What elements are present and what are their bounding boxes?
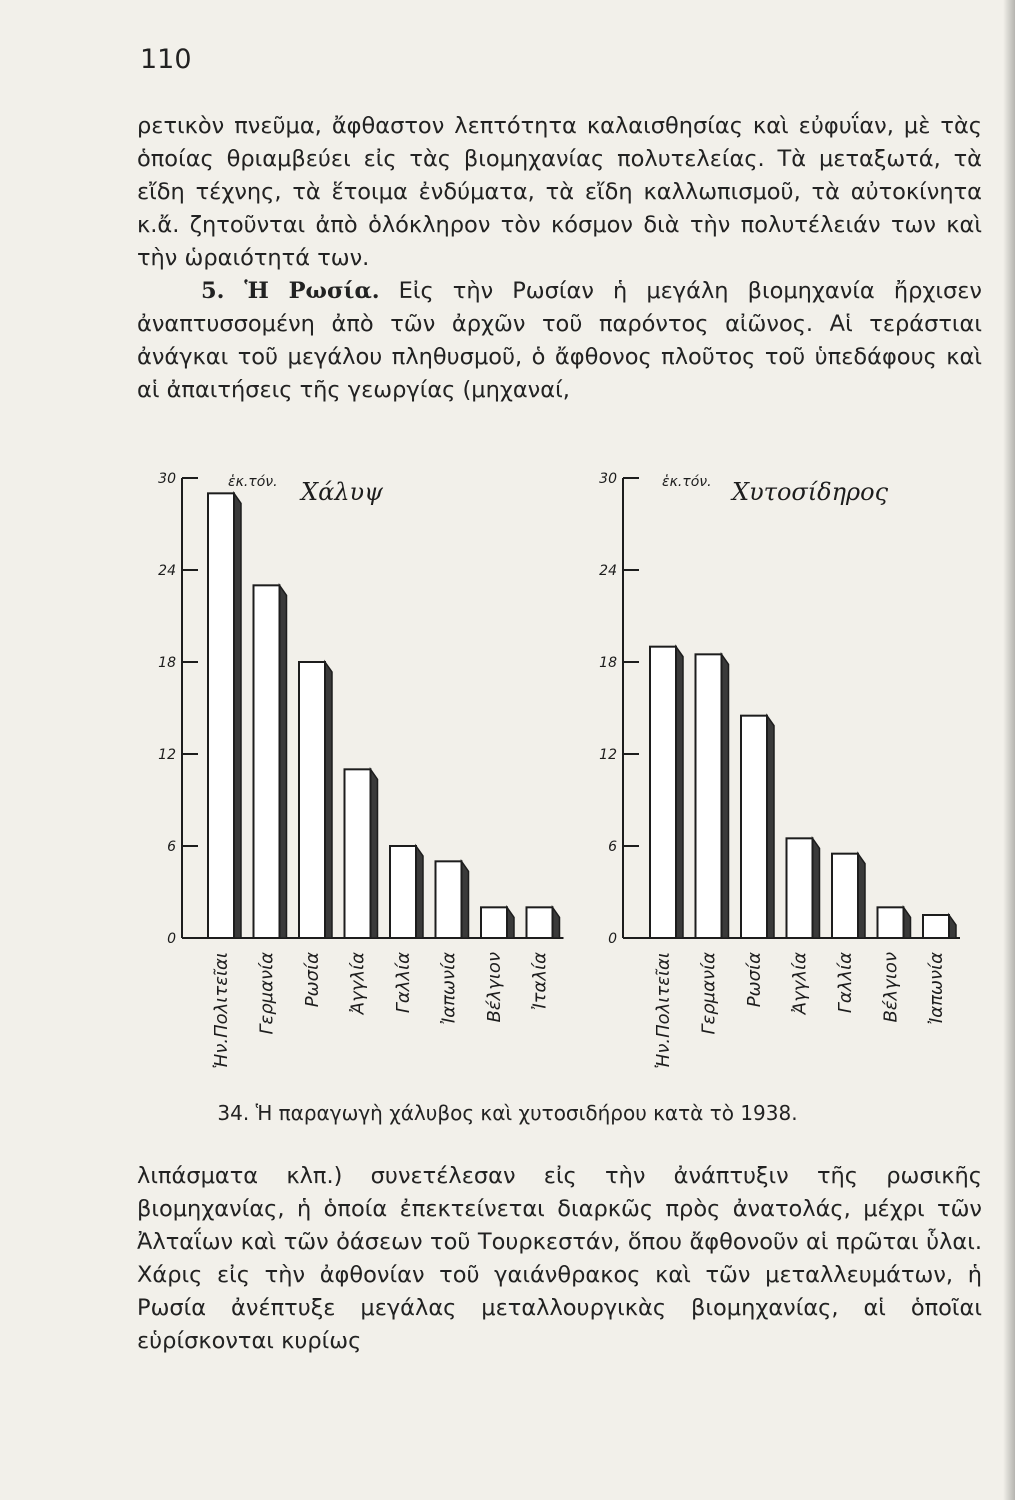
- y-tick-label: 12: [158, 747, 176, 763]
- bar: [208, 493, 234, 938]
- bar-side: [325, 662, 332, 938]
- bar-side: [767, 716, 774, 938]
- bar: [345, 769, 371, 938]
- top-text-block: [137, 110, 982, 407]
- category-label: Ἀγγλία: [347, 952, 369, 1015]
- unit-label: ἑκ.τόν.: [662, 474, 712, 490]
- y-tick-label: 18: [158, 655, 176, 671]
- bar-side: [949, 915, 956, 938]
- bar-side: [416, 846, 423, 938]
- category-label: Γαλλία: [835, 952, 856, 1014]
- bar: [923, 915, 949, 938]
- bar: [787, 838, 813, 938]
- bar-side: [858, 854, 865, 938]
- top-paragraph: ρετικὸν πνεῦμα, ἄφθαστον λεπτότητα καλαισθησίας καὶ εὐφυΐαν, μὲ τὰς ὁποίας θριαμβεύει εἰς τὰς βιομηχανίας πολυτελείας. Τὰ μεταξωτά, τὰ εἴδη τέχνης, τὰ ἕτοιμα ἐνδύματα, τὰ εἴδη καλλωπισμοῦ, τὰ αὐτοκίνητα κ.ἄ. ζητοῦνται ἀπὸ ὁλόκληρον τὸν κόσμον διὰ τὴν πολυτέλειάν των καὶ τὴν ὡραιότητά των.: [137, 113, 982, 271]
- bar: [696, 654, 722, 938]
- production-chart: [140, 460, 970, 1100]
- bar-side: [553, 907, 560, 938]
- category-label: Ἀγγλία: [789, 952, 811, 1015]
- category-label: Βέλγιον: [880, 952, 902, 1023]
- y-tick-label: 0: [608, 931, 617, 947]
- bar-side: [507, 907, 514, 938]
- bar-side: [904, 907, 911, 938]
- y-tick-label: 30: [599, 471, 617, 487]
- y-tick-label: 18: [599, 655, 617, 671]
- y-tick-label: 24: [599, 563, 617, 579]
- category-label: Γαλλία: [393, 952, 414, 1014]
- bottom-paragraph: λιπάσματα κλπ.) συνετέλεσαν εἰς τὴν ἀνάπτυξιν τῆς ρωσικῆς βιομηχανίας, ἡ ὁποία ἐπεκτείνεται διαρκῶς πρὸς ἀνατολάς, μέχρι τῶν Ἀλταΐων καὶ τῶν ὀάσεων τοῦ Τουρκεστάν, ὅπου ἄφθονοῦν αἱ πρῶται ὗλαι. Χάρις εἰς τὴν ἀφθονίαν τοῦ γαιάνθρακος καὶ τῶν μεταλλευμάτων, ἡ Ρωσία ἀνέπτυξε μεγάλας μεταλλουργικὰς βιομηχανίας, αἱ ὁποῖαι εὑρίσκονται κυρίως: [137, 1163, 982, 1354]
- section-text: Εἰς τὴν Ρωσίαν ἡ μεγάλη βιομηχανία ἤρχισεν ἀναπτυσσομένη ἀπὸ τῶν ἀρχῶν τοῦ παρόντος αἰῶνος. Αἱ τεράστιαι ἀνάγκαι τοῦ μεγάλου πληθυσμοῦ, ὁ ἄφθονος πλοῦτος τοῦ ὑπεδάφους καὶ αἱ ἀπαιτήσεις τῆς γεωργίας (μηχαναί,: [137, 278, 982, 403]
- bar: [390, 846, 416, 938]
- y-tick-label: 6: [167, 839, 176, 855]
- bar: [299, 662, 325, 938]
- category-label: Ἰαπωνία: [438, 952, 460, 1025]
- bar-side: [676, 647, 683, 938]
- unit-label: ἑκ.τόν.: [228, 474, 278, 490]
- category-label: Ἡν.Πολιτεῖαι: [653, 952, 674, 1069]
- bar-side: [462, 861, 469, 938]
- bar: [436, 861, 462, 938]
- bar: [527, 907, 553, 938]
- category-label: Ἰταλία: [529, 952, 551, 1011]
- category-label: Βέλγιον: [484, 952, 505, 1023]
- category-label: Γερμανία: [256, 952, 278, 1035]
- bar: [254, 585, 280, 938]
- y-tick-label: 6: [608, 839, 617, 855]
- chart-title: Χάλυψ: [301, 478, 383, 506]
- bar-side: [280, 585, 287, 938]
- category-label: Ἰαπωνία: [926, 952, 947, 1025]
- bar: [878, 907, 904, 938]
- category-label: Γερμανία: [698, 952, 720, 1035]
- bar: [650, 647, 676, 938]
- category-label: Ρωσία: [302, 952, 323, 1008]
- figure-caption: 34. Ἡ παραγωγὴ χάλυβος καὶ χυτοσιδήρου κατὰ τὸ 1938.: [217, 1101, 798, 1125]
- bar-side: [371, 769, 378, 938]
- page-edge-shadow: [1003, 0, 1015, 1500]
- chart-title: Χυτοσίδηρος: [731, 478, 889, 506]
- category-label: Ἡν.Πολιτεῖαι: [211, 952, 232, 1069]
- bottom-text-block: [137, 1160, 982, 1358]
- bar: [741, 716, 767, 938]
- section-paragraph: [137, 275, 982, 407]
- y-tick-label: 12: [599, 747, 617, 763]
- y-tick-label: 0: [167, 931, 176, 947]
- bar-side: [813, 838, 820, 938]
- bar: [832, 854, 858, 938]
- page-number: 110: [140, 44, 192, 75]
- bar-side: [234, 493, 241, 938]
- section-heading: 5. Ἡ Ρωσία.: [201, 278, 380, 304]
- bar-side: [722, 654, 729, 938]
- category-label: Ρωσία: [744, 952, 765, 1008]
- y-tick-label: 24: [158, 563, 176, 579]
- bar: [481, 907, 507, 938]
- y-tick-label: 30: [158, 471, 176, 487]
